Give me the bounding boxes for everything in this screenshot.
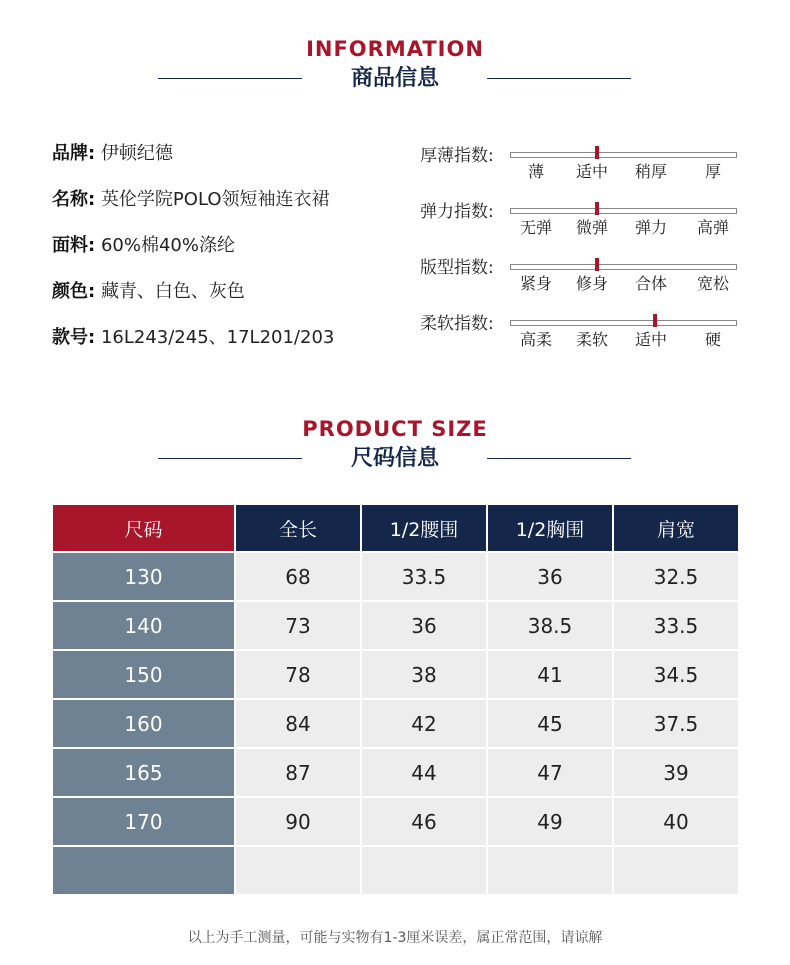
length-cell: 68 [235,552,361,601]
size-rule-right [487,458,631,459]
info-key: 颜色: [52,281,96,302]
index-option: 厚 [704,162,721,181]
index-bar [510,152,737,158]
info-row-style-no [52,326,334,350]
index-label: 柔软指数: [420,314,494,334]
size-section-header [0,416,790,474]
waist-cell: 38 [361,650,487,699]
size-cell: 140 [52,601,235,650]
index-option: 稍厚 [634,162,667,181]
header-bust: 1/2胸围 [487,504,613,552]
elasticity-index [420,201,740,251]
waist-cell: 42 [361,699,487,748]
index-bar [510,320,737,326]
info-rule-right [487,78,631,79]
table-row [52,748,739,797]
size-cell: 130 [52,552,235,601]
index-marker [595,202,599,215]
size-section-cn-title: 尺码信息 [350,446,439,471]
info-value: 伊顿纪德 [100,143,173,164]
index-option: 修身 [575,274,608,293]
waist-cell [361,846,487,895]
length-cell: 90 [235,797,361,846]
size-table-header-row [52,504,739,552]
length-cell: 87 [235,748,361,797]
index-option: 微弹 [575,218,608,237]
index-option: 硬 [704,330,721,349]
index-marker [595,258,599,271]
waist-cell: 46 [361,797,487,846]
index-marker [595,146,599,159]
waist-cell: 33.5 [361,552,487,601]
index-option: 柔软 [575,330,608,349]
size-rule-left [158,458,302,459]
table-row [52,699,739,748]
softness-index [420,313,740,363]
info-value: 藏青、白色、灰色 [100,281,245,302]
info-key: 名称: [52,189,96,210]
bust-cell: 38.5 [487,601,613,650]
index-option: 高柔 [519,330,552,349]
info-value: 16L243/245、17L201/203 [100,327,335,348]
shoulder-cell: 32.5 [613,552,739,601]
size-cell [52,846,235,895]
shoulder-cell: 37.5 [613,699,739,748]
bust-cell: 36 [487,552,613,601]
info-key: 品牌: [52,143,96,164]
shoulder-cell: 39 [613,748,739,797]
index-label: 弹力指数: [420,202,494,222]
index-marker [653,314,657,327]
thickness-index [420,145,740,195]
index-option: 高弹 [696,218,729,237]
header-length: 全长 [235,504,361,552]
index-option: 薄 [527,162,544,181]
shoulder-cell: 34.5 [613,650,739,699]
size-cell: 170 [52,797,235,846]
header-shoulder: 肩宽 [613,504,739,552]
size-cell: 160 [52,699,235,748]
index-option: 弹力 [634,218,667,237]
size-table [51,503,740,896]
waist-cell: 36 [361,601,487,650]
table-row [52,650,739,699]
index-option: 紧身 [519,274,552,293]
info-value: 60%棉40%涤纶 [100,235,235,256]
length-cell [235,846,361,895]
measurement-disclaimer: 以上为手工测量，可能与实物有1-3厘米误差，属正常范围，请谅解 [187,930,603,946]
bust-cell: 49 [487,797,613,846]
info-key: 款号: [52,327,96,348]
length-cell: 73 [235,601,361,650]
bust-cell [487,846,613,895]
bust-cell: 45 [487,699,613,748]
table-row [52,797,739,846]
info-section-en-title: INFORMATION [306,37,484,61]
length-cell: 84 [235,699,361,748]
info-value: 英伦学院POLO领短袖连衣裙 [100,189,330,210]
index-option: 适中 [575,162,608,181]
info-key: 面料: [52,235,96,256]
bust-cell: 47 [487,748,613,797]
index-label: 厚薄指数: [420,146,494,166]
index-bar [510,208,737,214]
shoulder-cell [613,846,739,895]
size-section-en-title: PRODUCT SIZE [302,417,488,441]
table-row [52,601,739,650]
size-cell: 150 [52,650,235,699]
info-row-brand [52,142,173,166]
table-row-empty [52,846,739,895]
waist-cell: 44 [361,748,487,797]
length-cell: 78 [235,650,361,699]
info-row-color [52,280,245,304]
info-row-name [52,188,330,212]
header-waist: 1/2腰围 [361,504,487,552]
fit-index [420,257,740,307]
size-cell: 165 [52,748,235,797]
index-label: 版型指数: [420,258,494,278]
bust-cell: 41 [487,650,613,699]
header-size: 尺码 [52,504,235,552]
index-option: 合体 [634,274,667,293]
info-rule-left [158,78,302,79]
shoulder-cell: 40 [613,797,739,846]
table-row [52,552,739,601]
index-option: 无弹 [519,218,552,237]
info-section-header [0,36,790,94]
info-section-cn-title: 商品信息 [350,66,439,91]
shoulder-cell: 33.5 [613,601,739,650]
info-row-fabric [52,234,235,258]
index-bar [510,264,737,270]
index-option: 适中 [634,330,667,349]
index-option: 宽松 [696,274,729,293]
